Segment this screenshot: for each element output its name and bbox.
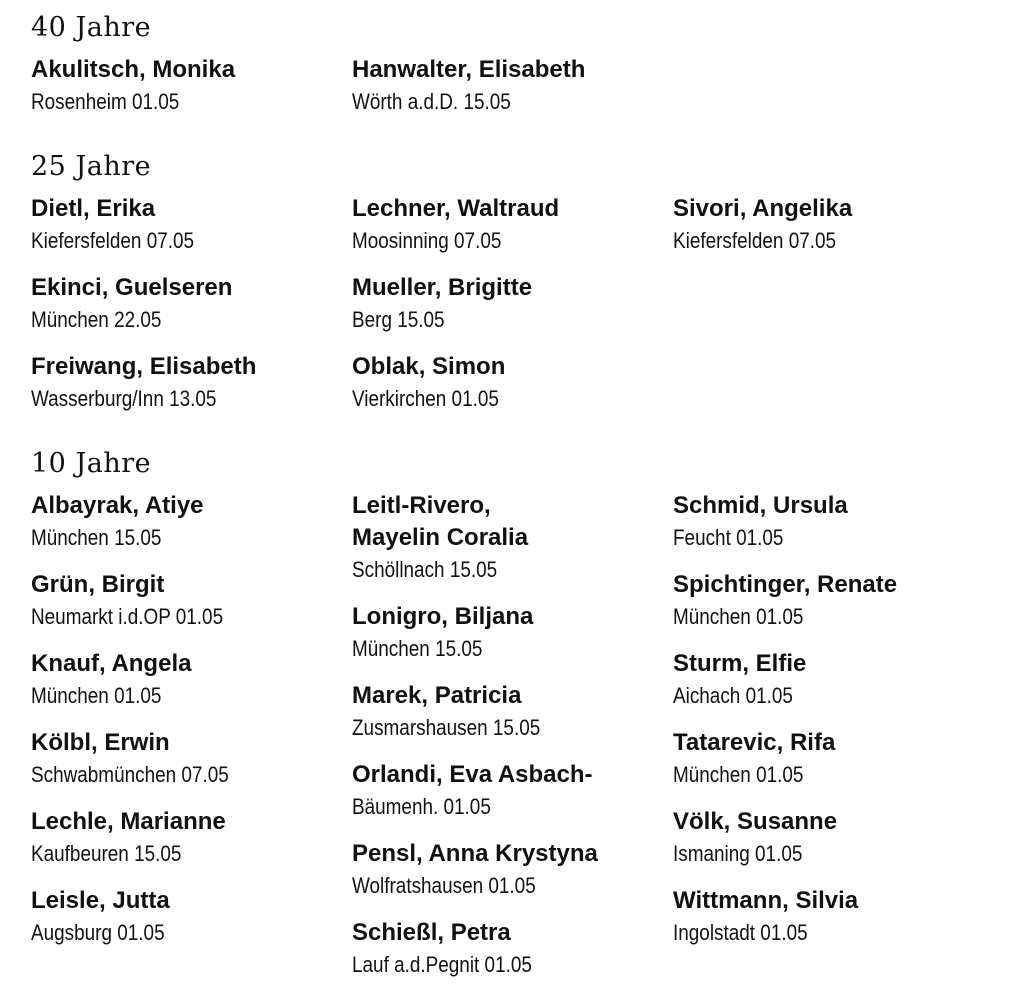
list-item bbox=[31, 490, 341, 554]
list-item bbox=[673, 569, 983, 633]
list-item bbox=[673, 727, 983, 791]
list-item bbox=[352, 54, 662, 118]
entry-place-date: München 22.05 bbox=[31, 307, 162, 332]
list-item bbox=[352, 759, 662, 823]
entry-place-date: Lauf a.d.Pegnit 01.05 bbox=[352, 952, 532, 977]
entry-place-date: Aichach 01.05 bbox=[673, 683, 793, 708]
entry-name: Wittmann, Silvia bbox=[673, 887, 859, 914]
list-item bbox=[352, 680, 662, 744]
entry-place-date: Schöllnach 15.05 bbox=[352, 557, 498, 582]
entry-place-date: München 15.05 bbox=[31, 525, 162, 550]
list-item bbox=[352, 351, 662, 415]
list-item bbox=[31, 54, 341, 118]
entry-place-date: Feucht 01.05 bbox=[673, 525, 784, 550]
entry-place-date: Kiefersfelden 07.05 bbox=[673, 228, 837, 253]
list-item bbox=[673, 885, 983, 949]
entry-place-date: Augsburg 01.05 bbox=[31, 920, 165, 945]
entry-name: Orlandi, Eva Asbach- bbox=[352, 761, 593, 788]
entry-name: Akulitsch, Monika bbox=[31, 56, 236, 83]
list-item bbox=[31, 648, 341, 712]
entry-place-date: Moosinning 07.05 bbox=[352, 228, 502, 253]
entry-name: Spichtinger, Renate bbox=[673, 571, 898, 598]
entry-place-date: Kiefersfelden 07.05 bbox=[31, 228, 195, 253]
entry-name: Dietl, Erika bbox=[31, 195, 156, 222]
entry-name: Knauf, Angela bbox=[31, 650, 192, 677]
list-item bbox=[352, 838, 662, 902]
entry-name: Mueller, Brigitte bbox=[352, 274, 533, 301]
entry-place-date: München 01.05 bbox=[673, 762, 804, 787]
entry-place-date: Bäumenh. 01.05 bbox=[352, 794, 491, 819]
entry-name: Lechner, Waltraud bbox=[352, 195, 560, 222]
entry-name: Lechle, Marianne bbox=[31, 808, 226, 835]
entry-name: Albayrak, Atiye bbox=[31, 492, 204, 519]
entry-place-date: Ingolstadt 01.05 bbox=[673, 920, 808, 945]
list-item bbox=[31, 806, 341, 870]
list-item bbox=[31, 193, 341, 257]
entry-name: Oblak, Simon bbox=[352, 353, 506, 380]
entry-name: Völk, Susanne bbox=[673, 808, 838, 835]
list-item bbox=[31, 727, 341, 791]
list-item bbox=[352, 193, 662, 257]
entry-place-date: München 01.05 bbox=[31, 683, 162, 708]
entry-place-date: Kaufbeuren 15.05 bbox=[31, 841, 182, 866]
entry-name-continued: Mayelin Coralia bbox=[352, 524, 529, 551]
entry-place-date: Berg 15.05 bbox=[352, 307, 445, 332]
entry-name: Leitl-Rivero, bbox=[352, 492, 491, 519]
entry-name: Ekinci, Guelseren bbox=[31, 274, 233, 301]
list-item bbox=[31, 351, 341, 415]
entry-place-date: Wörth a.d.D. 15.05 bbox=[352, 89, 511, 114]
list-item bbox=[352, 272, 662, 336]
list-item bbox=[31, 272, 341, 336]
list-item bbox=[673, 490, 983, 554]
list-item bbox=[673, 806, 983, 870]
entry-name: Pensl, Anna Krystyna bbox=[352, 840, 598, 867]
entry-place-date: München 15.05 bbox=[352, 636, 483, 661]
entry-name: Lonigro, Biljana bbox=[352, 603, 534, 630]
entry-name: Marek, Patricia bbox=[352, 682, 522, 709]
entry-place-date: Ismaning 01.05 bbox=[673, 841, 803, 866]
entry-place-date: München 01.05 bbox=[673, 604, 804, 629]
section-title: 10 Jahre bbox=[31, 448, 152, 479]
entry-place-date: Wasserburg/Inn 13.05 bbox=[31, 386, 217, 411]
entry-name: Freiwang, Elisabeth bbox=[31, 353, 257, 380]
list-item bbox=[673, 193, 983, 257]
entry-place-date: Zusmarshausen 15.05 bbox=[352, 715, 541, 740]
entry-name: Grün, Birgit bbox=[31, 571, 165, 598]
list-item bbox=[352, 601, 662, 665]
entry-name: Leisle, Jutta bbox=[31, 887, 170, 914]
list-item bbox=[352, 490, 662, 586]
section-title: 25 Jahre bbox=[31, 151, 152, 182]
entry-place-date: Vierkirchen 01.05 bbox=[352, 386, 499, 411]
entry-name: Hanwalter, Elisabeth bbox=[352, 56, 586, 83]
entry-place-date: Wolfratshausen 01.05 bbox=[352, 873, 536, 898]
entry-name: Sturm, Elfie bbox=[673, 650, 807, 677]
entry-name: Kölbl, Erwin bbox=[31, 729, 170, 756]
entry-name: Schmid, Ursula bbox=[673, 492, 848, 519]
entry-name: Schießl, Petra bbox=[352, 919, 511, 946]
list-item bbox=[352, 917, 662, 981]
entry-place-date: Schwabmünchen 07.05 bbox=[31, 762, 229, 787]
entry-place-date: Neumarkt i.d.OP 01.05 bbox=[31, 604, 224, 629]
list-item bbox=[673, 648, 983, 712]
entry-name: Sivori, Angelika bbox=[673, 195, 853, 222]
entry-place-date: Rosenheim 01.05 bbox=[31, 89, 180, 114]
section-title: 40 Jahre bbox=[31, 12, 152, 43]
list-item bbox=[31, 885, 341, 949]
entry-name: Tatarevic, Rifa bbox=[673, 729, 836, 756]
list-item bbox=[31, 569, 341, 633]
